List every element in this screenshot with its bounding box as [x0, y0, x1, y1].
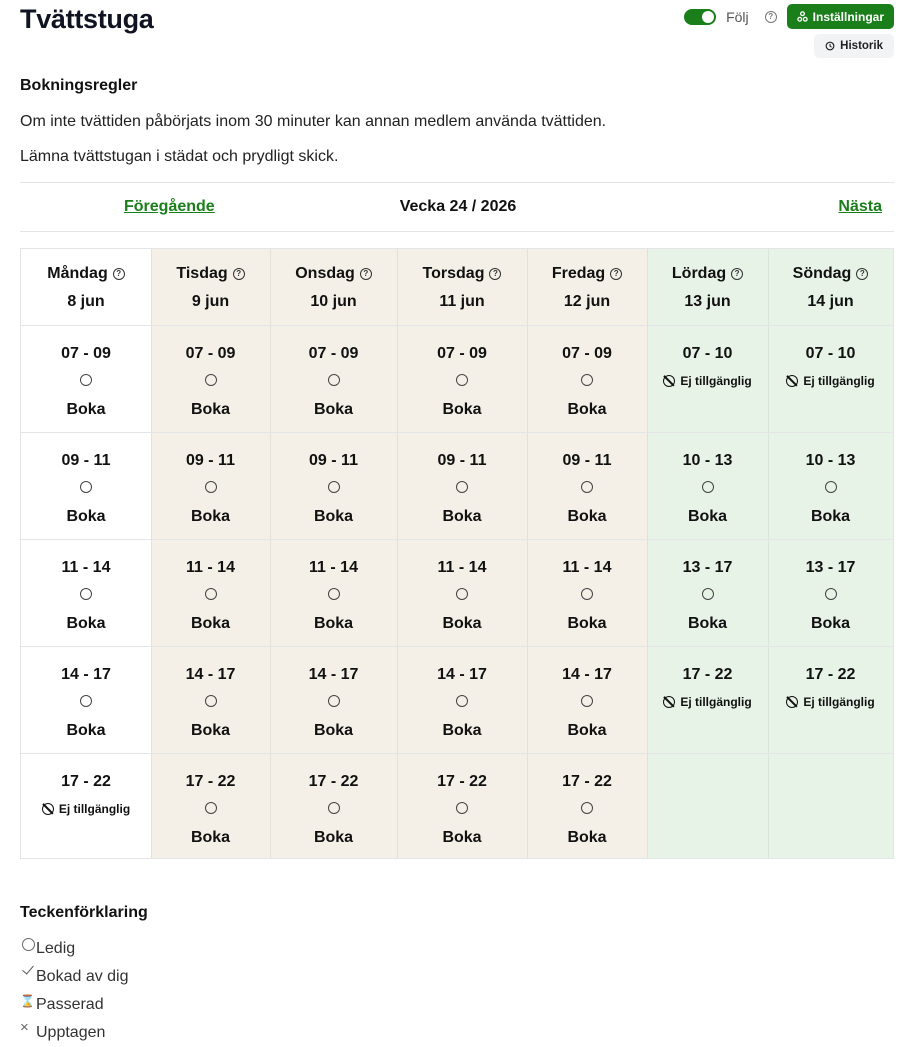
slot-status	[21, 588, 151, 600]
slot-status	[397, 802, 527, 814]
page-title: Tvättstuga	[20, 4, 154, 34]
slot-status	[527, 695, 647, 707]
book-button[interactable]: Boka	[190, 722, 231, 739]
day-name-row	[647, 265, 768, 283]
slot-time: 17 - 22	[308, 773, 359, 790]
time-slot-cell[interactable]	[21, 432, 151, 539]
book-button[interactable]: Boka	[313, 829, 354, 846]
book-button[interactable]: Boka	[313, 722, 354, 739]
history-icon	[825, 41, 835, 51]
circle-icon	[702, 588, 714, 600]
day-name: Fredag	[551, 265, 606, 282]
time-slot-cell[interactable]	[527, 432, 647, 539]
row-divider	[21, 539, 893, 540]
slot-time: 07 - 10	[805, 345, 856, 362]
book-button[interactable]: Boka	[567, 722, 607, 739]
time-slot-cell[interactable]	[527, 325, 647, 432]
book-button[interactable]: Boka	[442, 508, 482, 525]
unavailable-label: Ej tillgänglig	[803, 695, 875, 709]
slot-status	[21, 802, 151, 816]
book-button[interactable]: Boka	[442, 615, 482, 632]
legend-item	[20, 996, 104, 1014]
circle-icon	[456, 695, 468, 707]
book-button[interactable]: Boka	[442, 829, 482, 846]
time-slot-cell[interactable]	[397, 432, 527, 539]
book-button[interactable]: Boka	[810, 508, 851, 525]
help-icon[interactable]: ?	[610, 268, 622, 280]
slot-status	[768, 374, 893, 388]
slot-time: 07 - 09	[61, 345, 111, 362]
circle-icon	[581, 695, 593, 707]
day-header	[21, 249, 151, 325]
slot-time: 07 - 09	[308, 345, 359, 362]
slot-time: 17 - 22	[682, 666, 733, 683]
follow-label: Följ	[726, 8, 749, 25]
day-name: Lördag	[671, 265, 727, 282]
day-date: 9 jun	[191, 293, 230, 310]
slot-time: 10 - 13	[805, 452, 856, 469]
circle-icon	[456, 588, 468, 600]
book-button[interactable]: Boka	[442, 401, 482, 418]
slot-status	[647, 374, 768, 388]
slot-status	[768, 481, 893, 493]
slot-status	[21, 695, 151, 707]
book-button[interactable]: Boka	[66, 401, 106, 418]
circle-icon	[205, 588, 217, 600]
slot-status	[151, 802, 270, 814]
hourglass-icon: ⌛	[20, 994, 35, 1008]
slot-time: 14 - 17	[308, 666, 359, 683]
book-button[interactable]: Boka	[66, 615, 106, 632]
slot-time: 07 - 09	[437, 345, 487, 362]
slot-time: 13 - 17	[682, 559, 733, 576]
unavailable-status	[786, 695, 874, 709]
slot-status	[270, 588, 397, 600]
slot-time: 11 - 14	[61, 559, 111, 576]
help-icon[interactable]: ?	[113, 268, 125, 280]
day-header	[397, 249, 527, 325]
row-divider	[21, 432, 893, 433]
row-divider	[21, 753, 893, 754]
day-date: 11 jun	[439, 293, 485, 310]
circle-icon	[702, 481, 714, 493]
time-slot-cell[interactable]	[151, 753, 270, 860]
legend-item	[20, 940, 75, 958]
day-name: Onsdag	[295, 265, 355, 282]
slot-status	[768, 695, 893, 709]
settings-button[interactable]	[787, 4, 894, 29]
time-slot-cell[interactable]	[151, 539, 270, 646]
legend-label: Passerad	[36, 996, 104, 1013]
slot-status	[768, 588, 893, 600]
day-name-row	[768, 265, 893, 283]
rules-heading: Bokningsregler	[20, 77, 138, 94]
slot-time: 11 - 14	[309, 559, 358, 576]
ban-icon	[42, 803, 54, 815]
ban-icon	[786, 696, 798, 708]
slot-status	[151, 481, 270, 493]
unavailable-label: Ej tillgänglig	[803, 374, 875, 388]
slot-time: 07 - 09	[185, 345, 236, 362]
time-slot-cell[interactable]	[527, 539, 647, 646]
slot-time: 09 - 11	[309, 452, 358, 469]
legend-label: Upptagen	[36, 1024, 106, 1041]
top-controls	[684, 4, 894, 29]
unavailable-label: Ej tillgänglig	[58, 802, 131, 816]
booking-calendar	[20, 248, 894, 859]
circle-icon	[205, 374, 217, 386]
slot-time: 09 - 11	[562, 452, 612, 469]
week-navigation	[20, 182, 894, 232]
slot-status	[527, 802, 647, 814]
book-button[interactable]: Boka	[190, 615, 231, 632]
day-header	[768, 249, 893, 325]
book-button[interactable]: Boka	[442, 722, 482, 739]
unavailable-status	[663, 695, 751, 709]
slot-status	[647, 695, 768, 709]
circle-icon	[328, 802, 340, 814]
help-icon[interactable]: ?	[856, 268, 868, 280]
slot-time: 11 - 14	[562, 559, 612, 576]
legend-item	[20, 1019, 106, 1042]
ban-icon	[786, 375, 798, 387]
legend-label: Ledig	[36, 940, 76, 957]
day-date: 12 jun	[563, 293, 611, 310]
time-slot-cell[interactable]	[151, 432, 270, 539]
book-button[interactable]: Boka	[313, 615, 354, 632]
slot-status	[270, 695, 397, 707]
rule-text: Om inte tvättiden påbörjats inom 30 minuter kan annan medlem använda tvättiden.	[20, 113, 607, 130]
time-slot-cell[interactable]	[21, 539, 151, 646]
slot-status	[647, 481, 768, 493]
day-name-row	[397, 265, 527, 283]
circle-icon	[328, 481, 340, 493]
time-slot-cell	[647, 646, 768, 753]
book-button[interactable]: Boka	[190, 829, 231, 846]
circle-icon	[205, 695, 217, 707]
day-name: Torsdag	[422, 265, 485, 282]
time-slot-cell[interactable]	[397, 325, 527, 432]
circle-icon	[205, 802, 217, 814]
book-button[interactable]: Boka	[190, 508, 231, 525]
circle-icon	[456, 802, 468, 814]
day-name-row	[21, 265, 151, 283]
time-slot-cell[interactable]	[270, 432, 397, 539]
week-label: Vecka 24 / 2026	[399, 198, 517, 215]
slot-time: 13 - 17	[805, 559, 856, 576]
time-slot-cell[interactable]	[397, 539, 527, 646]
row-divider	[21, 646, 893, 647]
settings-label: Inställningar	[812, 9, 884, 24]
next-week-link[interactable]: Nästa	[838, 198, 882, 215]
time-slot-cell[interactable]	[397, 753, 527, 860]
history-label: Historik	[840, 40, 883, 52]
row-divider	[21, 325, 893, 326]
book-button[interactable]: Boka	[313, 401, 354, 418]
slot-status	[527, 481, 647, 493]
slot-status	[21, 481, 151, 493]
slot-time: 11 - 14	[186, 559, 235, 576]
slot-time: 14 - 17	[61, 666, 111, 683]
unavailable-label: Ej tillgänglig	[680, 695, 752, 709]
slot-status	[397, 481, 527, 493]
time-slot-cell[interactable]	[151, 325, 270, 432]
day-name-row	[151, 265, 270, 283]
day-name: Tisdag	[176, 265, 228, 282]
slot-time: 17 - 22	[185, 773, 236, 790]
slot-status	[397, 374, 527, 386]
slot-status	[21, 374, 151, 386]
slot-status	[270, 481, 397, 493]
legend-label: Bokad av dig	[36, 968, 129, 985]
slot-time: 17 - 22	[562, 773, 612, 790]
rule-text: Lämna tvättstugan i städat och prydligt skick.	[20, 148, 339, 165]
slot-time: 07 - 09	[562, 345, 612, 362]
time-slot-cell[interactable]	[270, 753, 397, 860]
unavailable-label: Ej tillgänglig	[680, 374, 752, 388]
day-date: 13 jun	[684, 293, 731, 310]
time-slot-cell[interactable]	[151, 646, 270, 753]
time-slot-cell[interactable]	[527, 753, 647, 860]
book-button[interactable]: Boka	[190, 401, 231, 418]
circle-icon	[581, 481, 593, 493]
slot-status	[151, 374, 270, 386]
circle-icon	[80, 374, 92, 386]
slot-time: 17 - 22	[61, 773, 111, 790]
time-slot-cell	[768, 325, 893, 432]
slot-status	[527, 374, 647, 386]
time-slot-cell	[21, 753, 151, 860]
slot-time: 11 - 14	[437, 559, 487, 576]
circle-icon	[456, 481, 468, 493]
slot-time: 17 - 22	[805, 666, 856, 683]
day-date: 14 jun	[807, 293, 854, 310]
circle-icon	[328, 588, 340, 600]
book-button[interactable]: Boka	[687, 615, 728, 632]
book-button[interactable]: Boka	[687, 508, 728, 525]
help-icon[interactable]: ?	[765, 11, 777, 23]
help-icon[interactable]: ?	[489, 268, 501, 280]
slot-status	[270, 802, 397, 814]
book-button[interactable]: Boka	[567, 508, 607, 525]
ban-icon	[663, 375, 675, 387]
settings-icon	[797, 11, 808, 22]
slot-time: 14 - 17	[562, 666, 612, 683]
day-name-row	[270, 265, 397, 283]
previous-week-link[interactable]: Föregående	[124, 198, 215, 215]
slot-time: 07 - 10	[682, 345, 733, 362]
book-button[interactable]: Boka	[567, 829, 607, 846]
circle-icon	[80, 588, 92, 600]
slot-time: 14 - 17	[185, 666, 236, 683]
book-button[interactable]: Boka	[810, 615, 851, 632]
circle-icon	[581, 374, 593, 386]
circle-icon	[328, 695, 340, 707]
book-button[interactable]: Boka	[313, 508, 354, 525]
unavailable-status	[663, 374, 751, 388]
unavailable-status	[42, 802, 130, 816]
day-date: 10 jun	[310, 293, 357, 310]
time-slot-cell[interactable]	[21, 325, 151, 432]
time-slot-cell	[647, 325, 768, 432]
slot-status	[527, 588, 647, 600]
time-slot-cell[interactable]	[397, 646, 527, 753]
slot-status	[397, 695, 527, 707]
circle-icon	[581, 802, 593, 814]
help-icon[interactable]: ?	[731, 268, 743, 280]
slot-status	[151, 588, 270, 600]
book-button[interactable]: Boka	[66, 722, 106, 739]
slot-time: 09 - 11	[186, 452, 235, 469]
book-button[interactable]: Boka	[66, 508, 106, 525]
x-icon: ×	[20, 1019, 29, 1036]
slot-time: 14 - 17	[437, 666, 487, 683]
slot-status	[397, 588, 527, 600]
day-name: Måndag	[47, 265, 108, 282]
day-name: Söndag	[792, 265, 852, 282]
slot-status	[270, 374, 397, 386]
circle-icon	[456, 374, 468, 386]
slot-time: 09 - 11	[437, 452, 487, 469]
time-slot-cell[interactable]	[270, 325, 397, 432]
ban-icon	[663, 696, 675, 708]
time-slot-cell	[768, 646, 893, 753]
help-icon[interactable]: ?	[233, 268, 245, 280]
day-header	[151, 249, 270, 325]
slot-status	[151, 695, 270, 707]
book-button[interactable]: Boka	[567, 401, 607, 418]
slot-time: 10 - 13	[682, 452, 733, 469]
time-slot-cell[interactable]	[647, 432, 768, 539]
legend-item	[20, 968, 129, 986]
circle-icon	[205, 481, 217, 493]
time-slot-cell[interactable]	[768, 539, 893, 646]
slot-status	[647, 588, 768, 600]
circle-icon	[80, 481, 92, 493]
slot-time: 09 - 11	[61, 452, 111, 469]
day-header	[647, 249, 768, 325]
book-button[interactable]: Boka	[567, 615, 607, 632]
time-slot-cell[interactable]	[270, 646, 397, 753]
circle-icon	[328, 374, 340, 386]
legend-heading: Teckenförklaring	[20, 904, 148, 921]
circle-icon	[825, 481, 837, 493]
circle-icon	[825, 588, 837, 600]
day-header	[270, 249, 397, 325]
unavailable-status	[786, 374, 874, 388]
check-icon	[20, 966, 36, 980]
time-slot-cell[interactable]	[527, 646, 647, 753]
circle-icon	[20, 938, 36, 952]
day-date: 8 jun	[67, 293, 105, 310]
day-name-row	[527, 265, 647, 283]
follow-toggle[interactable]	[684, 9, 716, 25]
slot-time: 17 - 22	[437, 773, 487, 790]
time-slot-cell[interactable]	[21, 646, 151, 753]
circle-icon	[581, 588, 593, 600]
time-slot-cell[interactable]	[270, 539, 397, 646]
time-slot-cell[interactable]	[768, 432, 893, 539]
time-slot-cell[interactable]	[647, 539, 768, 646]
circle-icon	[80, 695, 92, 707]
history-button[interactable]	[814, 34, 894, 58]
day-header	[527, 249, 647, 325]
help-icon[interactable]: ?	[360, 268, 372, 280]
